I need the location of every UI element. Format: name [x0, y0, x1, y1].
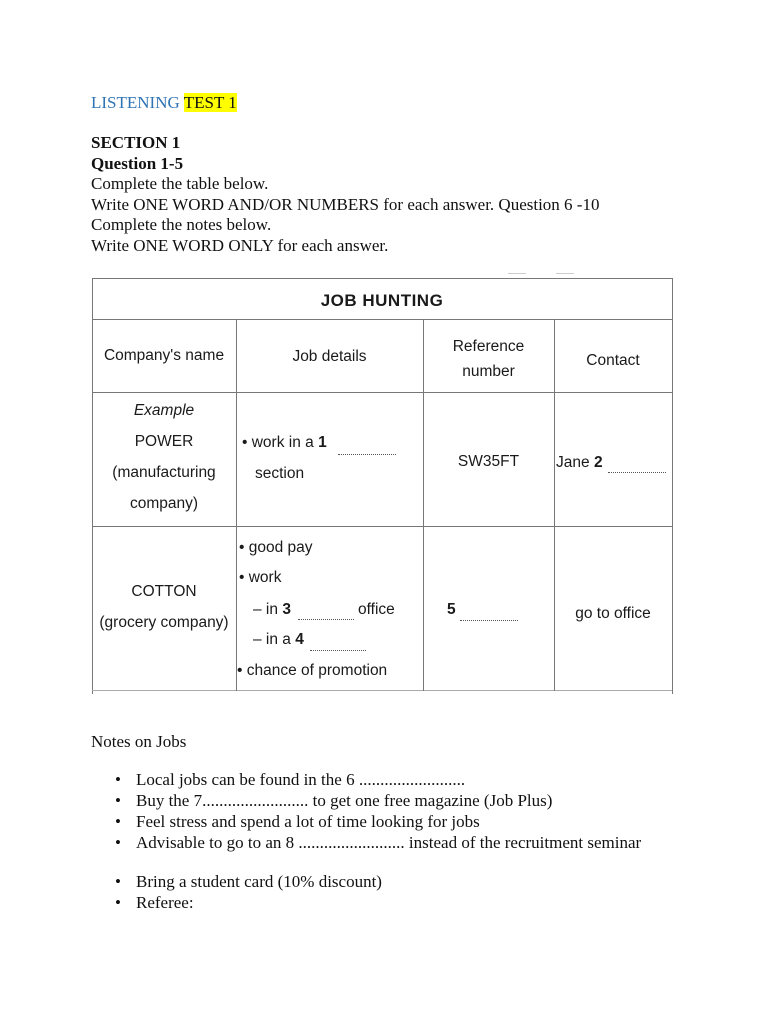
company-type: (manufacturing [112, 464, 216, 481]
reference-number: SW35FT [457, 453, 520, 470]
section-heading: SECTION 1 [91, 133, 181, 152]
note-item [91, 811, 641, 832]
note-item [91, 892, 382, 913]
instruction-line: Write ONE WORD ONLY for each answer. [91, 235, 389, 255]
job-detail-text: • work [239, 569, 282, 586]
question-number: 3 [282, 601, 291, 618]
instruction-line: Complete the notes below. [91, 215, 272, 235]
table-border [672, 278, 673, 694]
job-detail-text: – in a [253, 631, 291, 648]
header-reference: Reference [452, 338, 525, 355]
header-job-details: Job details [292, 348, 367, 365]
question-range: Question 1-5 [91, 153, 184, 173]
job-detail-text: • good pay [239, 539, 313, 556]
table-title: JOB HUNTING [320, 291, 444, 310]
note-item [91, 769, 641, 790]
company-type: company) [129, 495, 199, 512]
table-rule [92, 392, 672, 393]
note-text: Buy the 7......................... to get one free magazine (Job Plus) [136, 791, 553, 810]
bullet-icon: • [115, 812, 121, 831]
job-detail [242, 433, 327, 453]
company-name: POWER [134, 433, 194, 450]
answer-blank [298, 619, 354, 620]
scan-mark [556, 273, 574, 274]
instructions [91, 133, 751, 257]
page-title [91, 92, 237, 114]
answer-blank [338, 454, 396, 455]
notes-list-extra [91, 871, 382, 913]
note-text: Feel stress and spend a lot of time looking for jobs [136, 812, 480, 831]
note-text: Local jobs can be found in the 6 ......................... [136, 770, 466, 789]
note-item [91, 871, 382, 892]
bullet-icon: • [115, 872, 121, 891]
answer-blank [460, 620, 518, 621]
title-listening: LISTENING [91, 93, 180, 112]
bullet-icon: • [115, 893, 121, 912]
contact-name: Jane [556, 454, 590, 471]
job-detail-text: • work in a [242, 434, 314, 451]
note-text: Advisable to go to an 8 ......................... instead of the recruitment seminar [136, 833, 642, 852]
question-number: 1 [318, 434, 327, 451]
question-number: 4 [295, 631, 304, 648]
bullet-icon: • [115, 791, 121, 810]
contact [556, 453, 603, 473]
job-detail-text: – in [253, 601, 278, 618]
table-border [92, 690, 672, 691]
notes-title: Notes on Jobs [91, 732, 187, 751]
instruction-line: Complete the table below. [91, 174, 269, 194]
question-number: 5 [447, 601, 456, 618]
notes-list [91, 769, 641, 853]
header-contact: Contact [586, 352, 640, 369]
answer-blank [310, 650, 366, 651]
table-rule [92, 526, 672, 527]
instruction-line: Write ONE WORD AND/OR NUMBERS for each answer. Question 6 -10 [91, 194, 600, 214]
company-type: (grocery company) [99, 614, 229, 631]
table-rule [236, 319, 237, 691]
example-label: Example [133, 402, 195, 419]
job-detail-text: section [255, 465, 305, 482]
job-detail-text: office [358, 601, 395, 618]
job-hunting-table [90, 270, 674, 694]
table-rule [554, 319, 555, 691]
bullet-icon: • [115, 770, 121, 789]
note-text: Bring a student card (10% discount) [136, 872, 382, 891]
job-detail [253, 600, 291, 620]
answer-blank [608, 472, 666, 473]
company-name: COTTON [131, 583, 197, 600]
note-item [91, 790, 641, 811]
note-text: Referee: [136, 893, 194, 912]
contact: go to office [575, 605, 651, 622]
scan-mark [508, 273, 526, 274]
bullet-icon: • [115, 833, 121, 852]
header-reference: number [462, 363, 515, 380]
header-company: Company's name [103, 347, 225, 364]
note-item [91, 832, 641, 853]
job-detail [253, 630, 304, 650]
job-detail-text: • chance of promotion [237, 662, 388, 679]
title-test-highlighted: TEST 1 [183, 93, 237, 112]
table-rule [92, 319, 672, 320]
question-number: 2 [593, 454, 603, 471]
table-border [92, 278, 672, 279]
